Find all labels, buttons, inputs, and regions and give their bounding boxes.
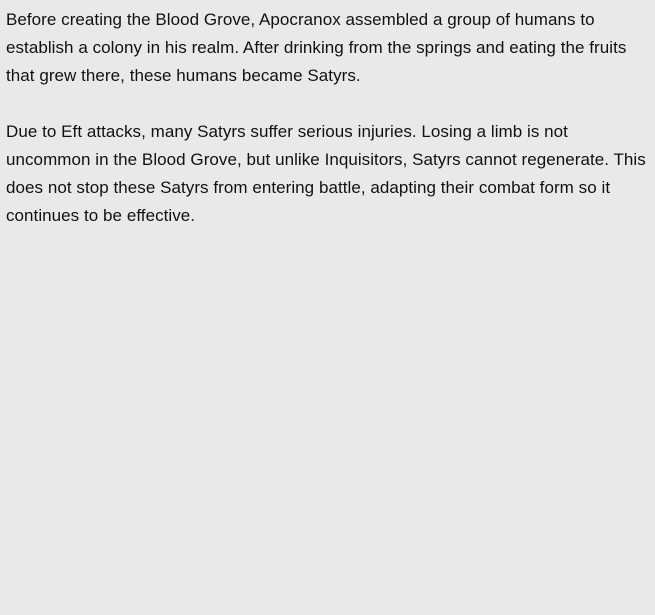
paragraph-injuries: Due to Eft attacks, many Satyrs suffer serious injuries. Losing a limb is not uncommon in the Blood Grove, but unlike Inquisitors, Satyrs cannot regenerate. This does not stop these Satyrs from entering battle, adapting their combat form so it continues to be effective. (6, 122, 646, 225)
document-body (0, 0, 655, 230)
paragraph-origin: Before creating the Blood Grove, Apocranox assembled a group of humans to establish a colony in his realm. After drinking from the springs and eating the fruits that grew there, these humans became Satyrs. (6, 10, 627, 85)
